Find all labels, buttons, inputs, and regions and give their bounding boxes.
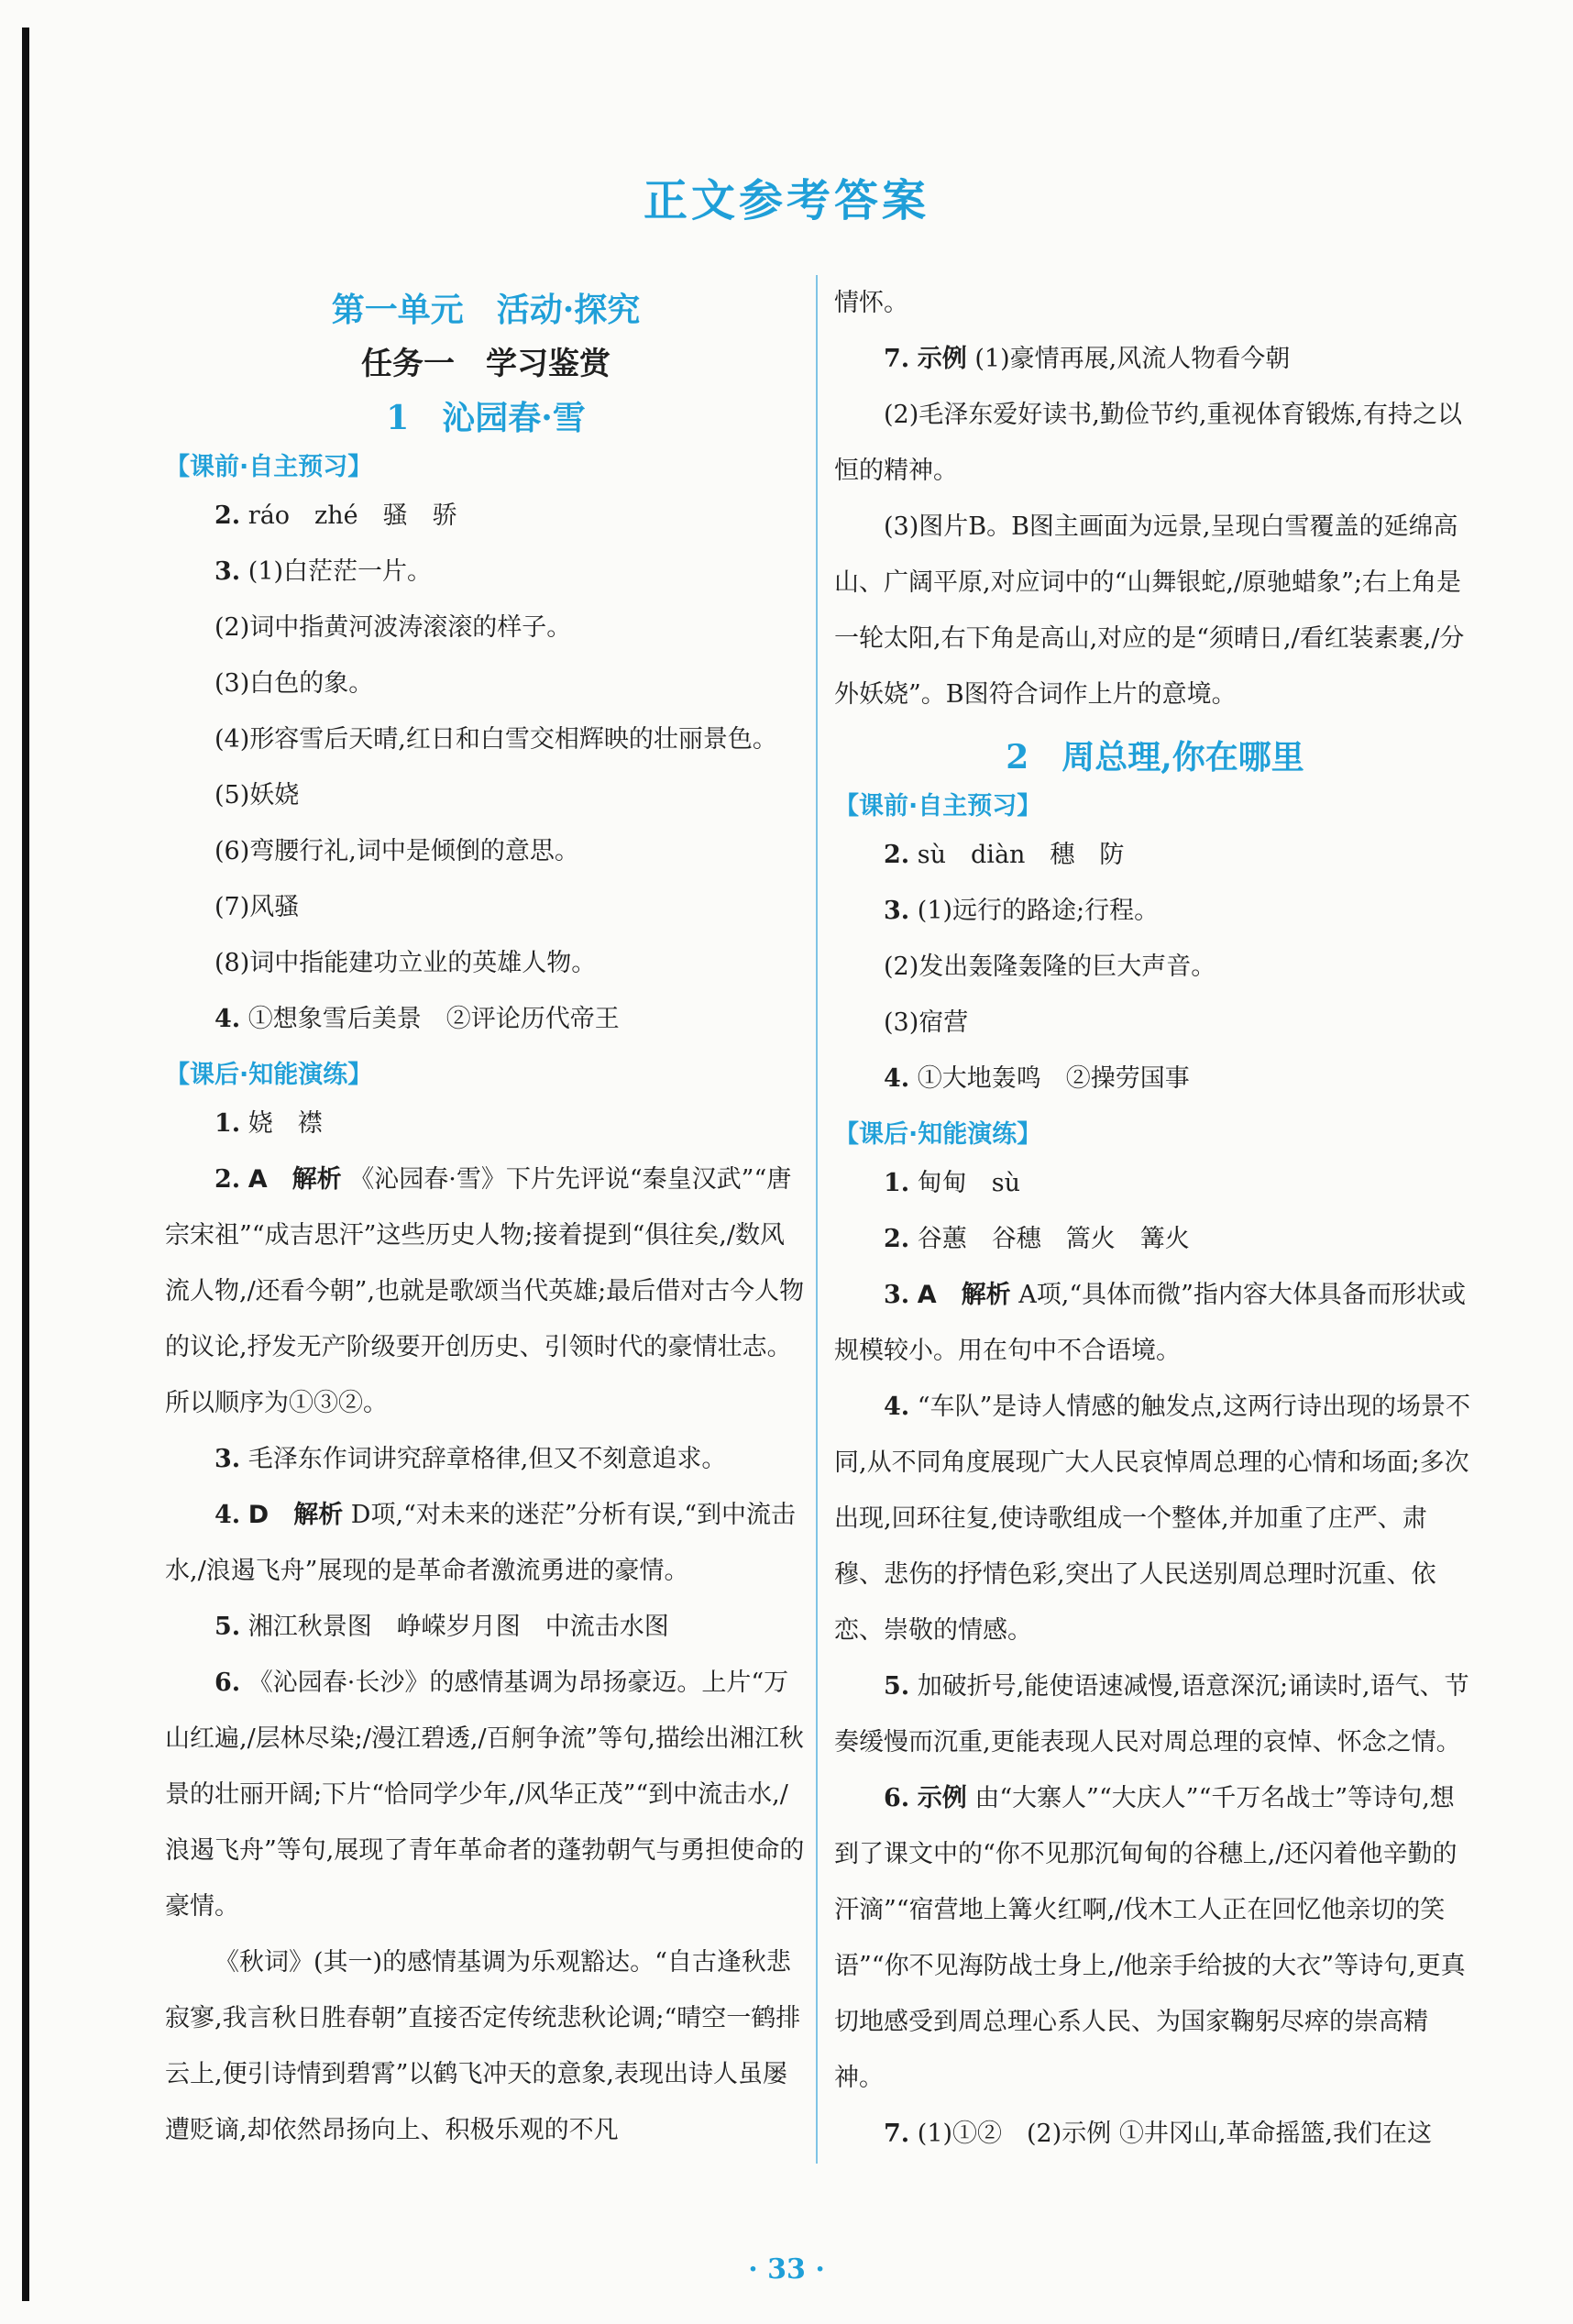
answer-item (834, 1267, 1476, 1379)
lesson-heading-1: 1 沁园春·雪 (386, 399, 586, 437)
answer-text: (2)发出轰隆轰隆的巨大声音。 (884, 953, 1216, 981)
answer-item (834, 1155, 1476, 1211)
answer-text: ①大地轰鸣 ②操劳国事 (917, 1064, 1190, 1093)
answer-text: 谷蕙 谷穗 篙火 篝火 (917, 1225, 1190, 1253)
answer-text: (6)弯腰行礼,词中是倾倒的意思。 (214, 837, 579, 865)
answer-text: A项,“具体而微”指内容大体具备而形状或规模较小。用在句中不合语境。 (834, 1281, 1466, 1365)
section-heading-pre: 【课前·自主预习】 (165, 453, 373, 481)
left-column (165, 275, 807, 2186)
answer-item (834, 1770, 1476, 2106)
answer-item (165, 655, 807, 711)
answer-item (834, 1211, 1476, 1267)
answer-number: 2. (214, 501, 241, 530)
answer-item (165, 711, 807, 767)
section-heading-post: 【课后·知能演练】 (165, 1061, 373, 1089)
answer-text: (1)①② (2)示例 ①井冈山,革命摇篮,我们在这 (917, 2120, 1433, 2148)
column-divider (816, 275, 818, 2164)
answer-number: 4. (214, 1501, 241, 1529)
answer-number: 4. (214, 1005, 241, 1033)
answer-number: 3. (884, 897, 910, 925)
answer-text: 由“大寨人”“大庆人”“千万名战士”等诗句,想到了课文中的“你不见那沉甸甸的谷穗上,/还闪着他辛勤的汗滴”“宿营地上篝火红啊,/伐木工人正在回忆他亲切的笑语”“你不见海防战士身上,/他亲手给披的大衣”等诗句,更真切地感受到周总理心系人民、为国家鞠躬尽瘁的崇高精神。 (834, 1784, 1466, 2092)
answer-keyword: 示例 (917, 345, 967, 373)
answer-number: 2. (884, 1225, 910, 1253)
answer-text: 《秋词》(其一)的感情基调为乐观豁达。“自古逢秋悲寂寥,我言秋日胜春朝”直接否定传统悲秋论调;“晴空一鹤排云上,便引诗情到碧霄”以鹤飞冲天的意象,表现出诗人虽屡遭贬谪,却依然昂扬向上、积极乐观的不凡 (165, 1948, 801, 2144)
answer-number: 7. (884, 345, 910, 373)
answer-text: (1)远行的路途;行程。 (917, 897, 1160, 925)
answer-keyword: A 解析 (248, 1165, 342, 1194)
answer-list-post-2 (834, 1155, 1476, 2162)
answer-item (834, 883, 1476, 939)
answer-text: (2)词中指黄河波涛滚滚的样子。 (214, 613, 572, 642)
binding-bar (22, 28, 29, 2301)
answer-text: (3)宿营 (884, 1008, 969, 1037)
answer-text: “车队”是诗人情感的触发点,这两行诗出现的场景不同,从不同角度展现广大人民哀悼周总理的心情和场面;多次出现,回环往复,使诗歌组成一个整体,并加重了庄严、肃穆、悲伤的抒情色彩,突出了人民送别周总理时沉重、依恋、崇敬的情感。 (834, 1393, 1470, 1645)
section-heading-post-2: 【课后·知能演练】 (834, 1120, 1042, 1149)
answer-item (834, 939, 1476, 995)
answer-item (165, 1487, 807, 1599)
answer-list-continued (834, 275, 1476, 722)
answer-text: 甸甸 sù (917, 1169, 1021, 1197)
answer-number: 7. (884, 2120, 910, 2148)
answer-text: ①想象雪后美景 ②评论历代帝王 (248, 1005, 620, 1033)
answer-text: 娆 襟 (248, 1109, 323, 1138)
answer-number: 5. (214, 1613, 241, 1641)
answer-number: 2. (884, 841, 910, 869)
answer-item (834, 1051, 1476, 1107)
answer-number: 2. (214, 1165, 241, 1194)
answer-text: (4)形容雪后天晴,红日和白雪交相辉映的壮丽景色。 (214, 725, 777, 754)
answer-number: 5. (884, 1672, 910, 1701)
answer-item (165, 1151, 807, 1431)
lesson-heading-2: 2 周总理,你在哪里 (1006, 738, 1304, 777)
answer-item (165, 935, 807, 991)
answer-item (165, 600, 807, 655)
answer-text: sù diàn 穗 防 (917, 841, 1125, 869)
answer-item (834, 827, 1476, 883)
answer-text: 加破折号,能使语速减慢,语意深沉;诵读时,语气、节奏缓慢而沉重,更能表现人民对周总理的哀悼、怀念之情。 (834, 1672, 1469, 1757)
answer-item (165, 991, 807, 1047)
answer-number: 3. (884, 1281, 910, 1309)
answer-item (834, 387, 1476, 499)
answer-number: 3. (214, 1445, 241, 1473)
answer-item (834, 2106, 1476, 2162)
answer-item (165, 767, 807, 823)
answer-item (834, 1658, 1476, 1770)
answer-item (165, 488, 807, 544)
answer-item (834, 995, 1476, 1051)
answer-list-pre-1 (165, 488, 807, 1047)
answer-number: 6. (214, 1669, 241, 1697)
answer-number: 6. (884, 1784, 910, 1812)
answer-text: 毛泽东作词讲究辞章格律,但又不刻意追求。 (248, 1445, 727, 1473)
answer-text: 情怀。 (834, 289, 908, 317)
answer-text: 《沁园春·雪》下片先评说“秦皇汉武”“唐宗宋祖”“成吉思汗”这些历史人物;接着提到“俱往矣,/数风流人物,/还看今朝”,也就是歌颂当代英雄;最后借对古今人物的议论,抒发无产阶级要开创历史、引领时代的豪情壮志。所以顺序为①③②。 (165, 1165, 805, 1417)
answer-item (165, 1096, 807, 1151)
answer-text: D项,“对未来的迷茫”分析有误,“到中流击水,/浪遏飞舟”展现的是革命者激流勇进的豪情。 (165, 1501, 797, 1585)
answer-item (834, 1379, 1476, 1658)
answer-number: 4. (884, 1064, 910, 1093)
section-heading-pre-2: 【课前·自主预习】 (834, 792, 1042, 821)
answer-item (165, 544, 807, 600)
answer-list-post-1 (165, 1096, 807, 2158)
answer-text: (2)毛泽东爱好读书,勤俭节约,重视体育锻炼,有持之以恒的精神。 (834, 401, 1462, 485)
answer-number: 1. (884, 1169, 910, 1197)
answer-item (834, 275, 1476, 331)
answer-text: 湘江秋景图 峥嵘岁月图 中流击水图 (248, 1613, 669, 1641)
answer-item (165, 1934, 807, 2158)
unit-heading: 第一单元 活动·探究 (331, 291, 641, 329)
answer-keyword: 示例 (917, 1784, 967, 1812)
answer-item (834, 499, 1476, 722)
page-title: 正文参考答案 (643, 175, 930, 226)
answer-item (165, 1431, 807, 1487)
answer-item (834, 331, 1476, 387)
task-heading: 任务一 学习鉴赏 (361, 346, 610, 382)
answer-text: (5)妖娆 (214, 781, 300, 810)
answer-keyword: A 解析 (917, 1281, 1011, 1309)
answer-text: (3)白色的象。 (214, 669, 374, 698)
answer-item (165, 823, 807, 879)
answer-text: (1)豪情再展,风流人物看今朝 (974, 345, 1291, 373)
answer-number: 4. (884, 1393, 910, 1421)
answer-item (165, 1599, 807, 1655)
answer-text: 《沁园春·长沙》的感情基调为昂扬豪迈。上片“万山红遍,/层林尽染;/漫江碧透,/百舸争流”等句,描绘出湘江秋景的壮丽开阔;下片“恰同学少年,/风华正茂”“到中流击水,/浪遏飞舟”等句,展现了青年革命者的蓬勃朝气与勇担使命的豪情。 (165, 1669, 805, 1921)
answer-number: 3. (214, 557, 241, 586)
answer-text: (3)图片B。B图主画面为远景,呈现白雪覆盖的延绵高山、广阔平原,对应词中的“山舞银蛇,/原驰蜡象”;右上角是一轮太阳,右下角是高山,对应的是“须晴日,/看红装素裹,/分外妖娆”。B图符合词作上片的意境。 (834, 512, 1465, 709)
page-number: · 33 · (748, 2253, 825, 2285)
answer-item (165, 1655, 807, 1934)
right-column (834, 275, 1476, 2186)
answer-text: ráo zhé 骚 骄 (248, 501, 457, 530)
answer-keyword: D 解析 (248, 1501, 344, 1529)
answer-list-pre-2 (834, 827, 1476, 1107)
answer-item (165, 879, 807, 935)
answer-number: 1. (214, 1109, 241, 1138)
answer-text: (7)风骚 (214, 893, 300, 921)
answer-text: (8)词中指能建功立业的英雄人物。 (214, 949, 597, 977)
answer-text: (1)白茫茫一片。 (248, 557, 433, 586)
